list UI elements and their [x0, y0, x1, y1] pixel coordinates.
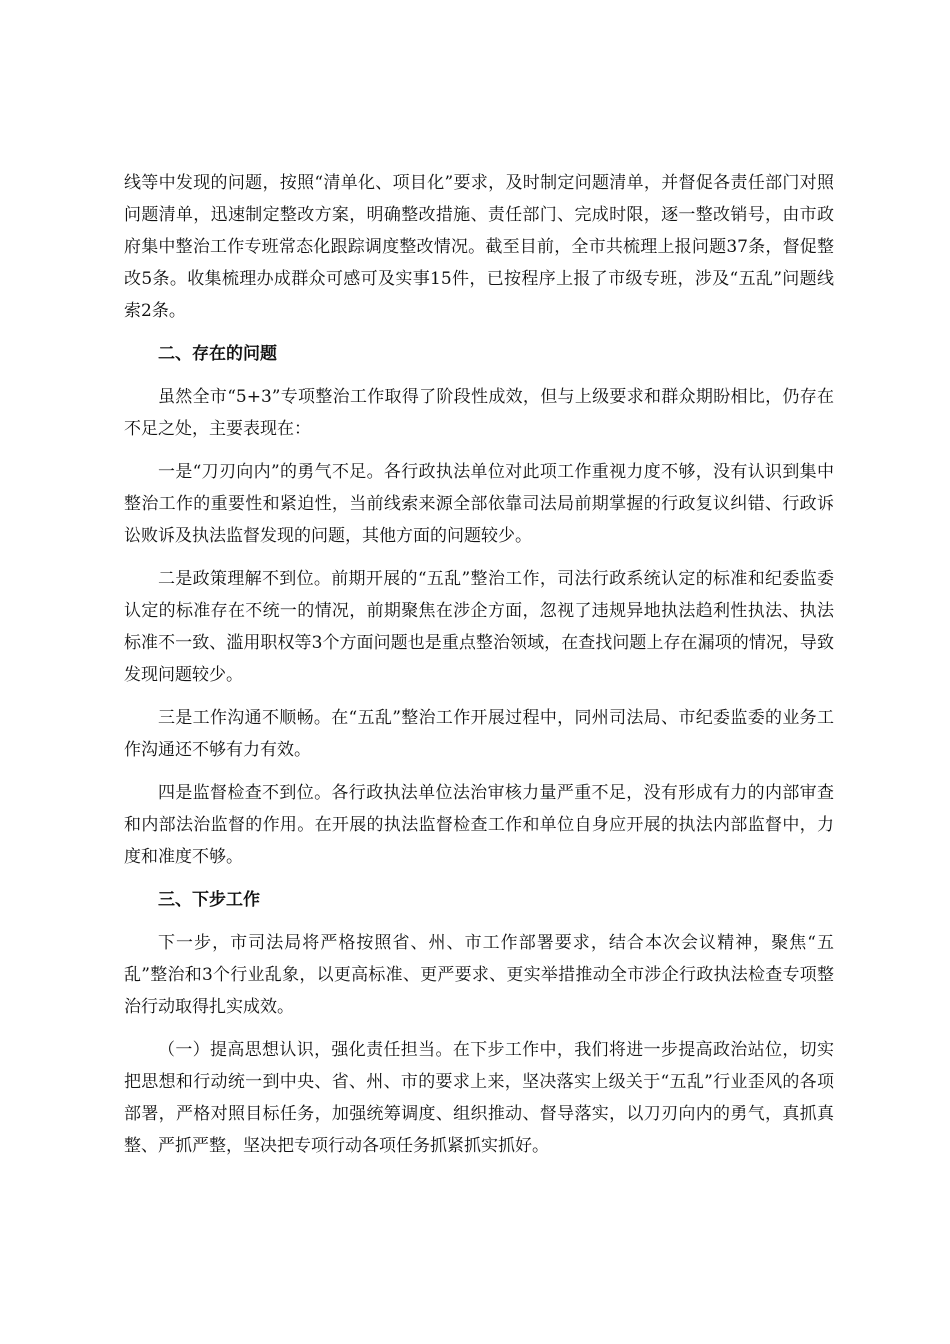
paragraph-problems-intro: 虽然全市“5+3”专项整治工作取得了阶段性成效，但与上级要求和群众期盼相比，仍存在不足之处，主要表现在：	[124, 387, 834, 439]
document-body	[124, 167, 834, 1173]
paragraph-next-step-1: （一）提高思想认识，强化责任担当。在下步工作中，我们将进一步提高政治站位，切实把思想和行动统一到中央、省、州、市的要求上来，坚决落实上级关于“五乱”行业歪风的各项部署，严格对照目标任务，加强统筹调度、组织推动、督导落实，以刀刃向内的勇气，真抓真整、严抓严整，坚决把专项行动各项任务抓紧抓实抓好。	[124, 1040, 834, 1156]
paragraph-next-steps-intro: 下一步，市司法局将严格按照省、州、市工作部署要求，结合本次会议精神，聚焦“五乱”整治和3个行业乱象，以更高标准、更严要求、更实举措推动全市涉企行政执法检查专项整治行动取得扎实成效。	[124, 933, 834, 1017]
section-heading-problems: 二、存在的问题	[158, 344, 277, 364]
section-heading-next-steps: 三、下步工作	[158, 890, 260, 910]
paragraph-continuation: 线等中发现的问题，按照“清单化、项目化”要求，及时制定问题清单，并督促各责任部门对照问题清单，迅速制定整改方案，明确整改措施、责任部门、完成时限，逐一整改销号，由市政府集中整治工作专班常态化跟踪调度整改情况。截至目前，全市共梳理上报问题37条，督促整改5条。收集梳理办成群众可感可及实事15件，已按程序上报了市级专班，涉及“五乱”问题线索2条。	[124, 173, 834, 321]
paragraph-problem-4: 四是监督检查不到位。各行政执法单位法治审核力量严重不足，没有形成有力的内部审查和内部法治监督的作用。在开展的执法监督检查工作和单位自身应开展的执法内部监督中，力度和准度不够。	[124, 783, 834, 867]
paragraph-problem-1: 一是“刀刃向内”的勇气不足。各行政执法单位对此项工作重视力度不够，没有认识到集中整治工作的重要性和紧迫性，当前线索来源全部依靠司法局前期掌握的行政复议纠错、行政诉讼败诉及执法监督发现的问题，其他方面的问题较少。	[124, 462, 834, 546]
paragraph-problem-3: 三是工作沟通不顺畅。在“五乱”整治工作开展过程中，同州司法局、市纪委监委的业务工作沟通还不够有力有效。	[124, 708, 834, 760]
paragraph-problem-2: 二是政策理解不到位。前期开展的“五乱”整治工作，司法行政系统认定的标准和纪委监委认定的标准存在不统一的情况，前期聚焦在涉企方面，忽视了违规异地执法趋利性执法、执法标准不一致、滥用职权等3个方面问题也是重点整治领域，在查找问题上存在漏项的情况，导致发现问题较少。	[124, 569, 834, 685]
